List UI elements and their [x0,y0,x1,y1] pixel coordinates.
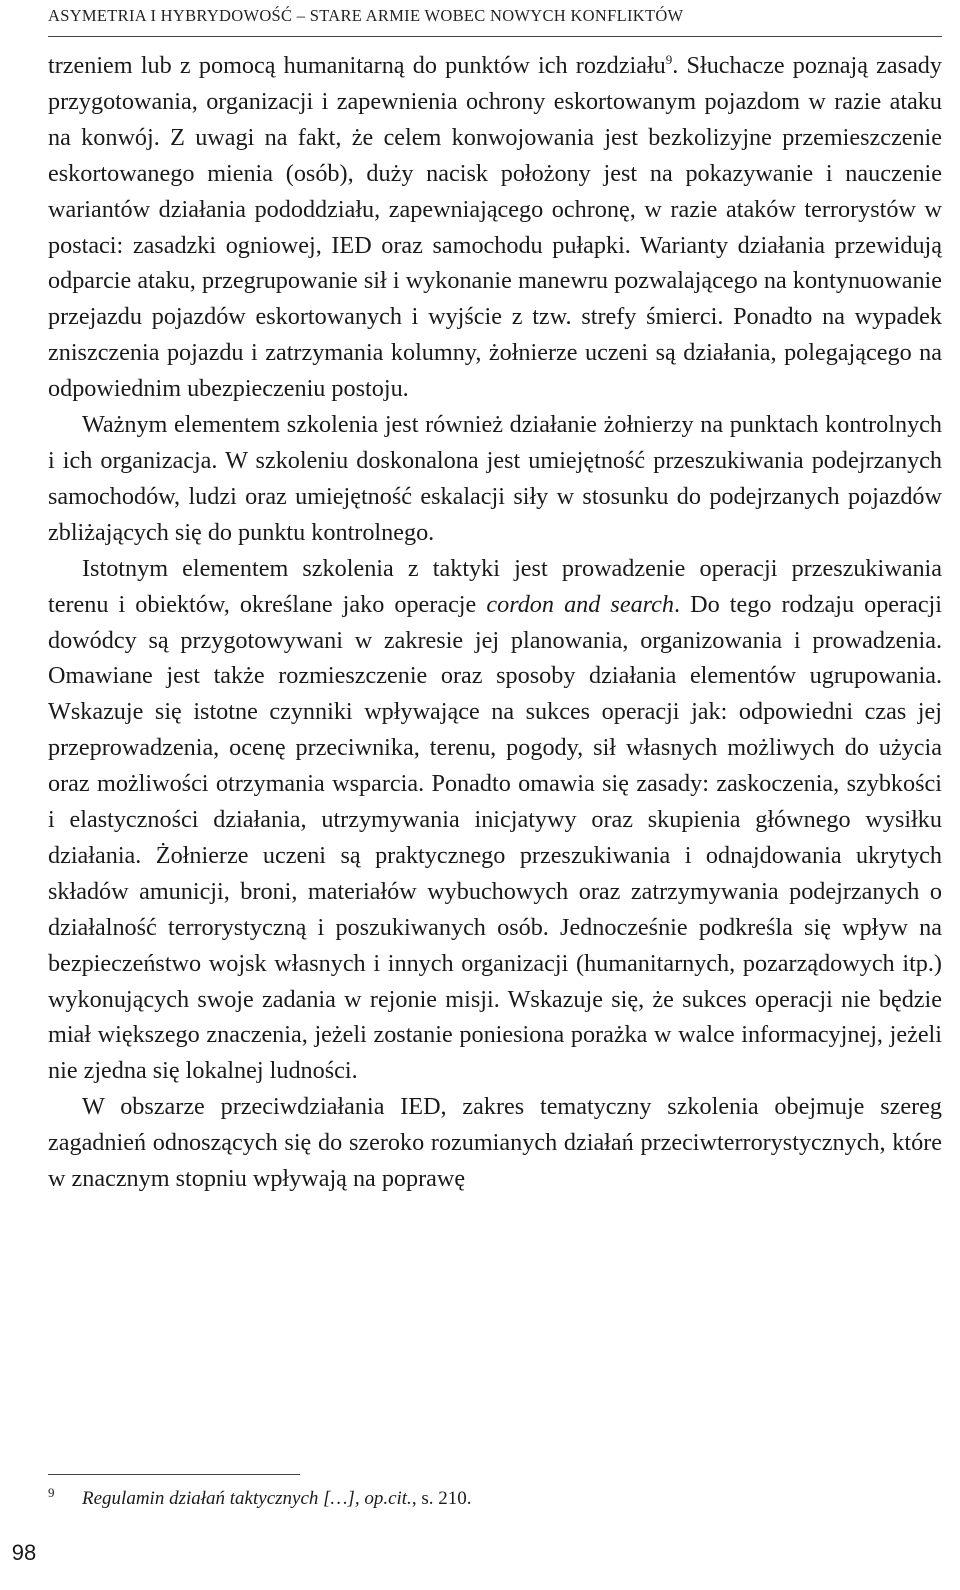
paragraph-3-text-b: . Do tego rodzaju operacji dowódcy są przygotowywani w zakresie jej planowania, organizowania i prowadzenia. Omawiane jest także rozmieszczenie oraz sposoby działania elementów ugrupowania. Wskazuje się istotne czynniki wpływające na sukces operacji jak: odpowiedni czas jej przeprowadzenia, ocenę przeciwnika, terenu, pogody, sił własnych możliwych do użycia oraz możliwości otrzymania wsparcia. Ponadto omawia się zasady: zaskoczenia, szybkości i elastyczności działania, utrzymywania inicjatywy oraz skupienia głównego wysiłku działania. Żołnierze uczeni są praktycznego przeszukiwania i odnajdowania ukrytych składów amunicji, broni, materiałów wybuchowych oraz zatrzymywania podejrzanych o działalność terrorystyczną i poszukiwanych osób. Jednocześnie podkreśla się wpływ na bezpieczeństwo wojsk własnych i innych organizacji (humanitarnych, pozarządowych itp.) wykonujących swoje zadania w rejonie misji. Wskazuje się, że sukces operacji nie będzie miał większego znaczenia, jeżeli zostanie poniesiona porażka w walce informacyjnej, jeżeli nie zjedna się lokalnej ludności. [48,590,943,1085]
paragraph-4: W obszarze przeciwdziałania IED, zakres tematyczny szkolenia obejmuje szereg zagadnień odnoszących się do szeroko rozumianych działań przeciwterrorystycznych, które w znacznym stopniu wpływają na poprawę [48,1093,942,1193]
body-text [48,48,942,1197]
page-number: 98 [11,1540,37,1565]
paragraph-1-text-b: . Słuchacze poznają zasady przygotowania, organizacji i zapewnienia ochrony eskortowanym pojazdom w razie ataku na konwój. Z uwagi na fakt, że celem konwojowania jest bezkolizyjne przemieszczenie eskortowanego mienia (osób), duży nacisk położony jest na pokazywanie i nauczenie wariantów działania pododdziału, zapewniającego ochronę, w razie ataków terrorystów w postaci: zasadzki ogniowej, IED oraz samochodu pułapki. Warianty działania przewidują odparcie ataku, przegrupowanie sił i wykonanie manewru pozwalającego na kontynuowanie przejazdu pojazdów eskortowanych i wyjście z tzw. strefy śmierci. Ponadto na wypadek zniszczenia pojazdu i zatrzymania kolumny, żołnierze uczeni są działania, polegającego na odpowiednim ubezpieczeniu postoju. [48,52,942,403]
paragraph-1 [48,48,942,407]
footnote-italic-text: Regulamin działań taktycznych […], op.cit. [82,1488,412,1509]
footnote-text: , s. 210. [411,1488,472,1509]
footnote: 9 Regulamin działań taktycznych […], op.cit., s. 210. [48,1484,472,1509]
paragraph-1-text-a: trzeniem lub z pomocą humanitarną do punktów ich rozdziału [48,52,666,79]
footnote-rule [48,1474,300,1475]
paragraph-3-text-a: Istotnym elementem szkolenia z taktyki jest prowadzenie operacji przeszukiwania terenu i obiektów, określane jako operacje [48,554,942,618]
running-head: ASYMETRIA I HYBRYDOWOŚĆ – STARE ARMIE WOBEC NOWYCH KONFLIKTÓW [48,6,684,25]
header-rule [48,36,942,37]
paragraph-3 [48,551,942,1090]
italic-term: cordon and search [486,590,675,618]
footnote-reference: 9 [665,51,673,67]
paragraph-2: Ważnym elementem szkolenia jest również działanie żołnierzy na punktach kontrolnych i ich organizacja. W szkoleniu doskonalona jest umiejętność przeszukiwania podejrzanych samochodów, ludzi oraz umiejętność eskalacji siły w stosunku do podejrzanych pojazdów zbliżających się do punktu kontrolnego. [48,411,942,546]
